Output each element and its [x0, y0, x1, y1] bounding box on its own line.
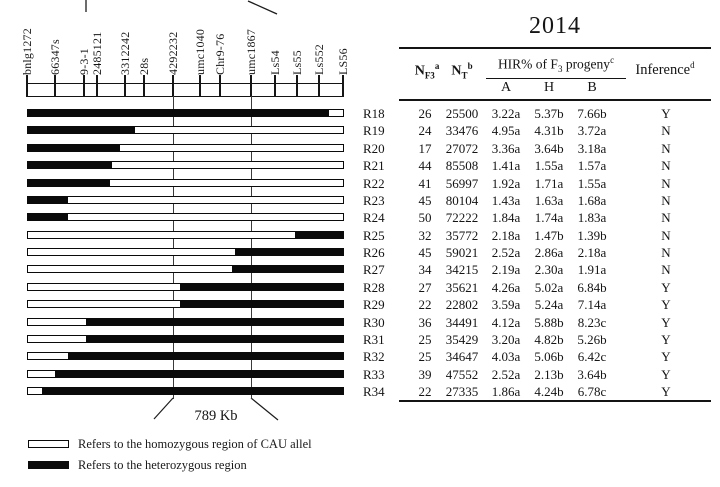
legend-swatch-homozygous [28, 440, 69, 448]
cell-b-R29: 7.14a [577, 297, 607, 313]
legend-label-heterozygous: Refers to the heterozygous region [78, 458, 247, 472]
table-row-R24 [360, 209, 716, 226]
top-leader-line-right [248, 1, 277, 14]
cell-a-R23: 1.43a [491, 192, 521, 208]
genotype-bar-R32 [27, 352, 344, 360]
cell-line-R32: R32 [363, 349, 385, 365]
cell-nt-R23: 80104 [445, 192, 479, 208]
inference-sup: d [690, 60, 695, 70]
cell-line-R31: R31 [363, 331, 385, 347]
cell-b-R25: 1.39b [577, 227, 607, 243]
cell-b-R20: 3.18a [577, 140, 607, 156]
cell-a-R19: 4.95a [491, 123, 521, 139]
genotype-bar-R30 [27, 318, 344, 326]
cell-line-R21: R21 [363, 158, 385, 174]
cell-a-R20: 3.36a [491, 140, 521, 156]
cell-nt-R22: 56997 [445, 175, 479, 191]
homozygous-segment-R31 [28, 336, 86, 342]
cell-nf3-R32: 25 [418, 349, 432, 365]
cell-h-R20: 3.64b [534, 140, 564, 156]
cell-inference-R24: N [661, 210, 671, 226]
cell-a-R30: 4.12a [491, 314, 521, 330]
marker-tick-LS56 [342, 75, 343, 97]
homozygous-segment-R29 [28, 301, 180, 307]
cell-b-R27: 1.91a [577, 262, 607, 278]
cell-nt-R29: 22802 [445, 297, 479, 313]
marker-tick-9-3-1 [83, 75, 84, 97]
table-row-R32 [360, 348, 716, 365]
cell-nt-R28: 35621 [445, 279, 479, 295]
homozygous-segment-R26 [28, 249, 235, 255]
cell-inference-R25: N [661, 227, 671, 243]
column-header-a: A [500, 80, 512, 95]
marker-label-28s: 28s [136, 57, 151, 75]
marker-label-Chr9-76: Chr9-76 [212, 33, 227, 75]
heterozygous-segment-R21 [28, 162, 112, 168]
marker-tick-bnlg1272 [26, 75, 27, 97]
cell-nf3-R27: 34 [418, 262, 432, 278]
cell-b-R31: 5.26b [577, 331, 607, 347]
heterozygous-segment-R34 [42, 388, 343, 394]
cell-line-R26: R26 [363, 245, 385, 261]
cell-nt-R33: 47552 [445, 366, 479, 382]
cell-h-R28: 5.02a [534, 279, 564, 295]
cell-nf3-R28: 27 [418, 279, 432, 295]
homozygous-segment-R19 [135, 127, 343, 133]
nt-base: N [451, 63, 462, 79]
cell-a-R31: 3.20a [491, 331, 521, 347]
cell-b-R33: 3.64b [577, 366, 607, 382]
cell-nt-R31: 35429 [445, 331, 479, 347]
genotype-bar-R25 [27, 231, 344, 239]
results-table [360, 0, 716, 412]
marker-tick-Ls552 [318, 75, 319, 97]
heterozygous-segment-R30 [86, 319, 343, 325]
cell-nf3-R34: 22 [418, 384, 432, 400]
cell-line-R33: R33 [363, 366, 385, 382]
marker-tick-2485121 [96, 75, 97, 97]
hir-sup: c [610, 55, 615, 65]
genotype-bar-R21 [27, 161, 344, 169]
homozygous-segment-R32 [28, 353, 68, 359]
cell-nf3-R25: 32 [418, 227, 432, 243]
cell-nf3-R20: 17 [418, 140, 432, 156]
heterozygous-segment-R24 [28, 214, 68, 220]
cell-h-R29: 5.24a [534, 297, 564, 313]
cell-nt-R32: 34647 [445, 349, 479, 365]
table-row-R19 [360, 122, 716, 139]
heterozygous-segment-R26 [235, 249, 343, 255]
cell-nf3-R23: 45 [418, 192, 432, 208]
table-rule-top [399, 47, 711, 49]
table-row-R20 [360, 140, 716, 157]
cell-h-R33: 2.13b [534, 366, 564, 382]
marker-tick-3312242 [124, 75, 125, 97]
marker-label-Ls55: Ls55 [289, 50, 304, 75]
heterozygous-segment-R27 [232, 266, 343, 272]
nf3-base: N [414, 63, 425, 79]
cell-b-R23: 1.68a [577, 192, 607, 208]
genotype-bar-R23 [27, 196, 344, 204]
nt-sub: T [461, 70, 468, 81]
homozygous-segment-R22 [110, 180, 343, 186]
marker-label-umc1040: umc1040 [192, 28, 207, 75]
cell-b-R32: 6.42c [577, 349, 607, 365]
cell-line-R24: R24 [363, 210, 385, 226]
hir-post: progeny [562, 56, 611, 72]
cell-h-R23: 1.63a [534, 192, 564, 208]
cell-a-R24: 1.84a [491, 210, 521, 226]
cell-nf3-R26: 45 [418, 245, 432, 261]
cell-a-R22: 1.92a [491, 175, 521, 191]
cell-line-R20: R20 [363, 140, 385, 156]
cell-line-R29: R29 [363, 297, 385, 313]
marker-tick-Ls55 [296, 75, 297, 97]
cell-a-R33: 2.52a [491, 366, 521, 382]
nt-sup: b [467, 61, 473, 71]
cell-inference-R32: Y [661, 349, 671, 365]
marker-tick-66347s [54, 75, 55, 97]
cell-inference-R23: N [661, 192, 671, 208]
marker-label-Ls54: Ls54 [267, 50, 282, 75]
table-row-R25 [360, 227, 716, 244]
cell-a-R18: 3.22a [491, 106, 521, 121]
cell-inference-R22: N [661, 175, 671, 191]
heterozygous-segment-R31 [86, 336, 343, 342]
table-row-R27 [360, 261, 716, 278]
table-row-R31 [360, 331, 716, 348]
marker-label-66347s: 66347s [47, 39, 62, 75]
heterozygous-segment-R33 [55, 371, 343, 377]
marker-label-LS56: LS56 [335, 48, 350, 75]
cell-h-R19: 4.31b [534, 123, 564, 139]
table-year-title: 2014 [529, 13, 581, 39]
column-header-b: B [587, 80, 597, 95]
cell-nf3-R24: 50 [418, 210, 432, 226]
marker-label-Ls552: Ls552 [311, 44, 326, 75]
marker-tick-umc1867 [250, 75, 251, 97]
table-row-R26 [360, 244, 716, 261]
legend-swatch-heterozygous [28, 461, 69, 469]
legend-label-homozygous: Refers to the homozygous region of CAU allel [78, 437, 312, 451]
marker-tick-28s [143, 75, 144, 97]
heterozygous-segment-R23 [28, 197, 68, 203]
interval-pointer-left [154, 398, 173, 419]
cell-line-R22: R22 [363, 175, 385, 191]
genotype-bar-R22 [27, 179, 344, 187]
cell-line-R30: R30 [363, 314, 385, 330]
marker-tick-Ls54 [274, 75, 275, 97]
cell-b-R30: 8.23c [577, 314, 607, 330]
cell-nt-R26: 59021 [445, 245, 479, 261]
cell-a-R34: 1.86a [491, 384, 521, 400]
cell-inference-R20: N [661, 140, 671, 156]
cell-inference-R27: N [661, 262, 671, 278]
cell-inference-R33: Y [661, 366, 671, 382]
homozygous-segment-R23 [68, 197, 343, 203]
cell-inference-R31: Y [661, 331, 671, 347]
homozygous-segment-R24 [68, 214, 343, 220]
homozygous-segment-R20 [120, 145, 343, 151]
cell-inference-R18: Y [661, 106, 671, 121]
cell-line-R19: R19 [363, 123, 385, 139]
cell-nf3-R31: 25 [418, 331, 432, 347]
heterozygous-segment-R22 [28, 180, 110, 186]
cell-inference-R30: Y [661, 314, 671, 330]
table-rule-header [399, 99, 711, 101]
cell-nt-R30: 34491 [445, 314, 479, 330]
cell-nt-R27: 34215 [445, 262, 479, 278]
cell-nf3-R30: 36 [418, 314, 432, 330]
cell-h-R27: 2.30a [534, 262, 564, 278]
column-header-nt [442, 61, 482, 80]
homozygous-segment-R28 [28, 284, 180, 290]
table-row-R29 [360, 296, 716, 313]
genotype-bar-R33 [27, 370, 344, 378]
cell-h-R18: 5.37b [534, 106, 564, 121]
cell-inference-R28: Y [661, 279, 671, 295]
cell-h-R26: 2.86a [534, 245, 564, 261]
cell-h-R24: 1.74a [534, 210, 564, 226]
marker-label-4292232: 4292232 [165, 31, 180, 75]
cell-a-R28: 4.26a [491, 279, 521, 295]
table-row-R33 [360, 366, 716, 383]
cell-b-R28: 6.84b [577, 279, 607, 295]
marker-label-9-3-1: 9-3-1 [76, 48, 91, 75]
cell-inference-R26: N [661, 245, 671, 261]
cell-nt-R18: 25500 [445, 106, 479, 121]
cell-a-R21: 1.41a [491, 158, 521, 174]
cell-h-R30: 5.88b [534, 314, 564, 330]
cell-line-R25: R25 [363, 227, 385, 243]
homozygous-segment-R25 [28, 232, 295, 238]
cell-nf3-R21: 44 [418, 158, 432, 174]
table-row-R18 [360, 105, 716, 122]
cell-nt-R21: 85508 [445, 158, 479, 174]
marker-label-umc1867: umc1867 [243, 28, 258, 75]
table-row-R30 [360, 314, 716, 331]
table-row-R22 [360, 175, 716, 192]
cell-nf3-R22: 41 [418, 175, 432, 191]
column-header-hir-group [486, 55, 626, 74]
cell-b-R19: 3.72a [577, 123, 607, 139]
marker-label-3312242: 3312242 [117, 31, 132, 75]
cell-b-R21: 1.57a [577, 158, 607, 174]
cell-h-R34: 4.24b [534, 384, 564, 400]
heterozygous-segment-R20 [28, 145, 120, 151]
cell-line-R23: R23 [363, 192, 385, 208]
cell-h-R22: 1.71a [534, 175, 564, 191]
cell-nt-R19: 33476 [445, 123, 479, 139]
genotype-bar-R19 [27, 126, 344, 134]
cell-h-R21: 1.55a [534, 158, 564, 174]
column-header-h: H [543, 80, 555, 95]
cell-line-R34: R34 [363, 384, 385, 400]
cell-inference-R21: N [661, 158, 671, 174]
table-row-R23 [360, 192, 716, 209]
cell-nt-R34: 27335 [445, 384, 479, 400]
genotype-bar-R29 [27, 300, 344, 308]
homozygous-segment-R21 [112, 162, 343, 168]
column-header-inference [616, 60, 714, 79]
genotype-bar-R20 [27, 144, 344, 152]
homozygous-segment-R30 [28, 319, 86, 325]
homozygous-segment-R27 [28, 266, 232, 272]
nf3-sub: F3 [424, 70, 435, 81]
cell-b-R22: 1.55a [577, 175, 607, 191]
interval-pointer-right [251, 398, 278, 420]
cell-inference-R29: Y [661, 297, 671, 313]
cell-b-R18: 7.66b [577, 106, 607, 121]
genotype-bar-R27 [27, 265, 344, 273]
homozygous-segment-R34 [28, 388, 42, 394]
cell-nt-R25: 35772 [445, 227, 479, 243]
cell-b-R34: 6.78c [577, 384, 607, 400]
cell-a-R32: 4.03a [491, 349, 521, 365]
homozygous-segment-R18 [329, 110, 343, 116]
cell-line-R27: R27 [363, 262, 385, 278]
cell-inference-R19: N [661, 123, 671, 139]
interval-size-label: 789 Kb [194, 408, 238, 424]
cell-h-R25: 1.47b [534, 227, 564, 243]
cell-line-R28: R28 [363, 279, 385, 295]
cell-h-R32: 5.06b [534, 349, 564, 365]
marker-label-bnlg1272: bnlg1272 [19, 28, 34, 75]
heterozygous-segment-R18 [28, 110, 329, 116]
heterozygous-segment-R28 [180, 284, 343, 290]
table-rule-bottom [399, 400, 711, 402]
cell-nt-R24: 72222 [445, 210, 479, 226]
cell-inference-R34: Y [661, 384, 671, 400]
marker-tick-Chr9-76 [219, 75, 220, 97]
cell-a-R26: 2.52a [491, 245, 521, 261]
nf3-sup: a [434, 61, 440, 71]
marker-tick-umc1040 [199, 75, 200, 97]
cell-a-R29: 3.59a [491, 297, 521, 313]
cell-h-R31: 4.82b [534, 331, 564, 347]
genotype-bar-R24 [27, 213, 344, 221]
heterozygous-segment-R25 [295, 232, 343, 238]
table-row-R28 [360, 279, 716, 296]
cell-nt-R20: 27072 [445, 140, 479, 156]
cell-a-R27: 2.19a [491, 262, 521, 278]
marker-tick-4292232 [172, 75, 173, 97]
table-row-R21 [360, 157, 716, 174]
heterozygous-segment-R19 [28, 127, 135, 133]
inference-base: Inference [635, 61, 691, 78]
cell-b-R26: 2.18a [577, 245, 607, 261]
cell-nf3-R29: 22 [418, 297, 432, 313]
genotype-bar-R18 [27, 109, 344, 117]
heterozygous-segment-R29 [180, 301, 343, 307]
hir-pre: HIR% of F [497, 56, 558, 72]
genotype-bar-R28 [27, 283, 344, 291]
homozygous-segment-R33 [28, 371, 55, 377]
cell-nf3-R19: 24 [418, 123, 432, 139]
cell-nf3-R33: 39 [418, 366, 432, 382]
heterozygous-segment-R32 [68, 353, 343, 359]
genotype-bar-R34 [27, 387, 344, 395]
cell-line-R18: R18 [363, 106, 385, 121]
cell-nf3-R18: 26 [418, 106, 432, 121]
genotype-bar-R26 [27, 248, 344, 256]
table-row-R34 [360, 383, 716, 400]
marker-label-2485121: 2485121 [89, 31, 104, 75]
cell-b-R24: 1.83a [577, 210, 607, 226]
cell-a-R25: 2.18a [491, 227, 521, 243]
genotype-bar-R31 [27, 335, 344, 343]
hir-sub: 3 [557, 64, 563, 75]
